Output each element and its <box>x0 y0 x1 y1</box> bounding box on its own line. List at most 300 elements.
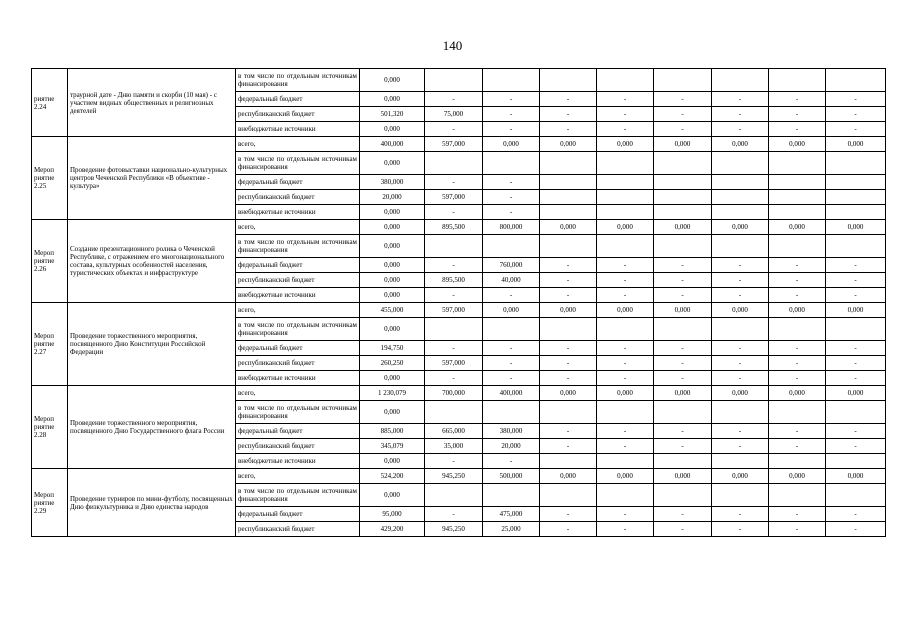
amount-cell: - <box>826 107 886 122</box>
amount-cell: - <box>483 341 540 356</box>
amount-cell <box>769 69 826 92</box>
amount-cell <box>826 152 886 175</box>
amount-cell: 20,000 <box>360 190 425 205</box>
amount-cell: 0,000 <box>360 273 425 288</box>
amount-cell: 0,000 <box>360 152 425 175</box>
amount-cell <box>712 175 769 190</box>
amount-cell: - <box>425 122 483 137</box>
funding-source-label: республиканский бюджет <box>236 439 360 454</box>
amount-cell: - <box>597 273 654 288</box>
funding-source-label: всего, <box>236 303 360 318</box>
amount-cell: 0,000 <box>483 303 540 318</box>
table-body <box>32 69 886 537</box>
amount-cell: 0,000 <box>712 303 769 318</box>
amount-cell: - <box>654 522 712 537</box>
amount-cell: 25,000 <box>483 522 540 537</box>
measure-id: Мероп риятие 2.26 <box>32 220 68 303</box>
amount-cell: - <box>597 522 654 537</box>
amount-cell <box>712 484 769 507</box>
amount-cell: - <box>654 273 712 288</box>
funding-source-label: всего, <box>236 220 360 235</box>
amount-cell: 700,000 <box>425 386 483 401</box>
amount-cell: - <box>597 288 654 303</box>
amount-cell: - <box>826 356 886 371</box>
amount-cell <box>769 190 826 205</box>
amount-cell: 0,000 <box>360 401 425 424</box>
amount-cell <box>425 401 483 424</box>
amount-cell: 345,079 <box>360 439 425 454</box>
amount-cell: - <box>540 522 597 537</box>
amount-cell: - <box>540 356 597 371</box>
amount-cell <box>597 190 654 205</box>
amount-cell <box>769 484 826 507</box>
amount-cell: 895,500 <box>425 273 483 288</box>
measure-name: Проведение фотовыставки национально-культурных центров Чеченской Республики «В объективе - культура» <box>68 137 236 220</box>
amount-cell: - <box>425 371 483 386</box>
measure-name: Проведение торжественного мероприятия, посвященного Дню Конституции Российской Федерации <box>68 303 236 386</box>
amount-cell <box>654 69 712 92</box>
amount-cell <box>769 235 826 258</box>
amount-cell <box>597 484 654 507</box>
amount-cell <box>712 454 769 469</box>
amount-cell: 75,000 <box>425 107 483 122</box>
amount-cell <box>654 318 712 341</box>
funding-source-label: в том числе по отдельным источникам финансирования <box>236 401 360 424</box>
amount-cell: - <box>712 288 769 303</box>
amount-cell: - <box>425 341 483 356</box>
amount-cell: 35,000 <box>425 439 483 454</box>
amount-cell <box>540 235 597 258</box>
amount-cell: 0,000 <box>826 469 886 484</box>
amount-cell <box>483 484 540 507</box>
amount-cell: 0,000 <box>769 469 826 484</box>
amount-cell: 0,000 <box>597 386 654 401</box>
amount-cell: - <box>597 92 654 107</box>
amount-cell <box>483 152 540 175</box>
amount-cell <box>712 401 769 424</box>
amount-cell: - <box>597 122 654 137</box>
amount-cell: 0,000 <box>826 220 886 235</box>
amount-cell: - <box>769 107 826 122</box>
amount-cell: - <box>483 205 540 220</box>
amount-cell <box>597 235 654 258</box>
amount-cell: 20,000 <box>483 439 540 454</box>
funding-source-label: внебюджетные источники <box>236 288 360 303</box>
amount-cell <box>597 69 654 92</box>
amount-cell: 0,000 <box>360 205 425 220</box>
funding-source-label: всего, <box>236 386 360 401</box>
amount-cell <box>483 69 540 92</box>
page-number: 140 <box>442 38 463 53</box>
amount-cell <box>769 175 826 190</box>
amount-cell: - <box>597 341 654 356</box>
amount-cell: - <box>769 439 826 454</box>
amount-cell: 0,000 <box>540 220 597 235</box>
amount-cell: - <box>540 122 597 137</box>
funding-source-label: в том числе по отдельным источникам финансирования <box>236 152 360 175</box>
amount-cell: - <box>712 507 769 522</box>
measure-id: Мероп риятие 2.29 <box>32 469 68 537</box>
amount-cell: 380,000 <box>360 175 425 190</box>
amount-cell: - <box>826 122 886 137</box>
amount-cell: - <box>483 190 540 205</box>
amount-cell: 885,000 <box>360 424 425 439</box>
amount-cell: - <box>597 371 654 386</box>
amount-cell: - <box>654 356 712 371</box>
amount-cell: - <box>712 92 769 107</box>
amount-cell: - <box>712 424 769 439</box>
funding-source-label: федеральный бюджет <box>236 424 360 439</box>
funding-source-label: внебюджетные источники <box>236 205 360 220</box>
amount-cell: 665,000 <box>425 424 483 439</box>
amount-cell: - <box>826 507 886 522</box>
amount-cell <box>483 401 540 424</box>
amount-cell <box>826 318 886 341</box>
funding-source-label: федеральный бюджет <box>236 341 360 356</box>
amount-cell: - <box>654 341 712 356</box>
funding-source-label: республиканский бюджет <box>236 522 360 537</box>
amount-cell: 194,750 <box>360 341 425 356</box>
amount-cell: - <box>769 341 826 356</box>
amount-cell: 895,500 <box>425 220 483 235</box>
amount-cell: - <box>826 341 886 356</box>
amount-cell: - <box>654 424 712 439</box>
amount-cell: 0,000 <box>360 484 425 507</box>
amount-cell: 0,000 <box>360 69 425 92</box>
amount-cell: 945,250 <box>425 469 483 484</box>
amount-cell: 597,000 <box>425 190 483 205</box>
amount-cell <box>826 175 886 190</box>
measure-id: риятие 2.24 <box>32 69 68 137</box>
amount-cell <box>654 152 712 175</box>
measure-id: Мероп риятие 2.25 <box>32 137 68 220</box>
amount-cell: 0,000 <box>654 386 712 401</box>
amount-cell: 95,000 <box>360 507 425 522</box>
amount-cell: - <box>597 424 654 439</box>
amount-cell: 0,000 <box>769 386 826 401</box>
amount-cell: 0,000 <box>483 137 540 152</box>
amount-cell: 597,000 <box>425 303 483 318</box>
amount-cell: 500,000 <box>483 469 540 484</box>
amount-cell: - <box>712 273 769 288</box>
amount-cell <box>826 401 886 424</box>
amount-cell: - <box>425 507 483 522</box>
amount-cell: 0,000 <box>712 137 769 152</box>
amount-cell: 0,000 <box>540 469 597 484</box>
table-row <box>32 386 886 401</box>
amount-cell <box>826 190 886 205</box>
table-row <box>32 303 886 318</box>
amount-cell: 0,000 <box>712 220 769 235</box>
amount-cell <box>712 318 769 341</box>
amount-cell <box>540 318 597 341</box>
amount-cell: - <box>483 175 540 190</box>
amount-cell: - <box>483 356 540 371</box>
funding-source-label: федеральный бюджет <box>236 92 360 107</box>
amount-cell: - <box>483 371 540 386</box>
amount-cell: - <box>425 454 483 469</box>
amount-cell: - <box>769 507 826 522</box>
amount-cell: 0,000 <box>712 386 769 401</box>
amount-cell: - <box>540 507 597 522</box>
amount-cell: 0,000 <box>769 220 826 235</box>
amount-cell <box>597 318 654 341</box>
funding-source-label: федеральный бюджет <box>236 175 360 190</box>
amount-cell <box>425 484 483 507</box>
amount-cell <box>597 175 654 190</box>
amount-cell <box>540 190 597 205</box>
amount-cell: 0,000 <box>654 220 712 235</box>
amount-cell: 40,000 <box>483 273 540 288</box>
amount-cell: - <box>769 356 826 371</box>
funding-source-label: республиканский бюджет <box>236 107 360 122</box>
amount-cell: 501,320 <box>360 107 425 122</box>
amount-cell <box>654 205 712 220</box>
amount-cell <box>712 205 769 220</box>
measure-id: Мероп риятие 2.27 <box>32 303 68 386</box>
amount-cell: - <box>826 424 886 439</box>
funding-source-label: всего, <box>236 469 360 484</box>
amount-cell: - <box>826 371 886 386</box>
budget-table <box>31 68 886 537</box>
table-row <box>32 469 886 484</box>
amount-cell: - <box>826 258 886 273</box>
amount-cell <box>712 235 769 258</box>
amount-cell: - <box>712 522 769 537</box>
amount-cell: - <box>826 273 886 288</box>
amount-cell: - <box>769 258 826 273</box>
amount-cell <box>483 235 540 258</box>
amount-cell: 760,000 <box>483 258 540 273</box>
amount-cell: - <box>826 522 886 537</box>
funding-source-label: в том числе по отдельным источникам финансирования <box>236 318 360 341</box>
amount-cell: 429,200 <box>360 522 425 537</box>
amount-cell: - <box>425 205 483 220</box>
amount-cell: 0,000 <box>769 303 826 318</box>
amount-cell <box>425 318 483 341</box>
amount-cell: - <box>540 371 597 386</box>
amount-cell <box>540 152 597 175</box>
amount-cell: 0,000 <box>360 371 425 386</box>
amount-cell <box>712 69 769 92</box>
amount-cell: - <box>540 258 597 273</box>
amount-cell <box>769 152 826 175</box>
amount-cell: - <box>483 122 540 137</box>
amount-cell <box>597 401 654 424</box>
amount-cell: - <box>425 258 483 273</box>
amount-cell <box>826 205 886 220</box>
amount-cell: - <box>712 107 769 122</box>
amount-cell: 455,000 <box>360 303 425 318</box>
amount-cell: - <box>712 341 769 356</box>
amount-cell: 0,000 <box>769 137 826 152</box>
amount-cell: - <box>769 288 826 303</box>
amount-cell: - <box>597 258 654 273</box>
amount-cell <box>654 401 712 424</box>
amount-cell: - <box>597 507 654 522</box>
amount-cell: 0,000 <box>540 386 597 401</box>
amount-cell <box>540 484 597 507</box>
amount-cell <box>826 484 886 507</box>
amount-cell: - <box>483 92 540 107</box>
amount-cell: - <box>597 439 654 454</box>
amount-cell: 400,000 <box>483 386 540 401</box>
amount-cell: - <box>597 356 654 371</box>
amount-cell: 400,000 <box>360 137 425 152</box>
amount-cell: 0,000 <box>826 386 886 401</box>
amount-cell: - <box>712 371 769 386</box>
funding-source-label: республиканский бюджет <box>236 190 360 205</box>
amount-cell: - <box>425 288 483 303</box>
amount-cell <box>654 454 712 469</box>
amount-cell: 0,000 <box>826 303 886 318</box>
amount-cell: - <box>826 439 886 454</box>
amount-cell: - <box>769 92 826 107</box>
amount-cell: - <box>654 371 712 386</box>
amount-cell: - <box>597 107 654 122</box>
amount-cell <box>826 454 886 469</box>
amount-cell: 0,000 <box>654 469 712 484</box>
amount-cell: - <box>540 107 597 122</box>
amount-cell: 597,000 <box>425 356 483 371</box>
amount-cell <box>654 190 712 205</box>
amount-cell <box>769 401 826 424</box>
measure-id: Мероп риятие 2.28 <box>32 386 68 469</box>
funding-source-label: федеральный бюджет <box>236 258 360 273</box>
measure-name: Создание презентационного ролика о Чеченской Республике, с отражением его многонационального состава, культурных особенностей населения, туристических объектах и инфраструктуре <box>68 220 236 303</box>
amount-cell: - <box>425 92 483 107</box>
amount-cell: - <box>654 122 712 137</box>
funding-source-label: всего, <box>236 137 360 152</box>
funding-source-label: внебюджетные источники <box>236 454 360 469</box>
amount-cell: - <box>712 356 769 371</box>
amount-cell: - <box>712 439 769 454</box>
funding-source-label: в том числе по отдельным источникам финансирования <box>236 484 360 507</box>
amount-cell: 800,000 <box>483 220 540 235</box>
measure-name: Проведение турниров по мини-футболу, посвященных Дню физкультурника и Дню единства народов <box>68 469 236 537</box>
amount-cell <box>712 152 769 175</box>
measure-name: Проведение торжественного мероприятия, посвященного Дню Государственного флага России <box>68 386 236 469</box>
amount-cell <box>826 235 886 258</box>
amount-cell: 0,000 <box>597 303 654 318</box>
amount-cell: 0,000 <box>826 137 886 152</box>
amount-cell: 0,000 <box>360 122 425 137</box>
funding-source-label: в том числе по отдельным источникам финансирования <box>236 69 360 92</box>
amount-cell: - <box>769 522 826 537</box>
amount-cell: - <box>483 288 540 303</box>
amount-cell: - <box>540 439 597 454</box>
amount-cell <box>483 318 540 341</box>
amount-cell: 0,000 <box>360 258 425 273</box>
amount-cell: - <box>712 122 769 137</box>
amount-cell <box>540 401 597 424</box>
amount-cell: 0,000 <box>540 137 597 152</box>
funding-source-label: внебюджетные источники <box>236 122 360 137</box>
funding-source-label: республиканский бюджет <box>236 356 360 371</box>
amount-cell <box>540 175 597 190</box>
amount-cell: - <box>826 288 886 303</box>
amount-cell: - <box>654 258 712 273</box>
funding-source-label: внебюджетные источники <box>236 371 360 386</box>
amount-cell: 0,000 <box>597 220 654 235</box>
amount-cell <box>540 69 597 92</box>
amount-cell: - <box>540 92 597 107</box>
amount-cell: - <box>712 258 769 273</box>
amount-cell: - <box>769 371 826 386</box>
table-row <box>32 137 886 152</box>
table-row <box>32 69 886 92</box>
amount-cell <box>425 69 483 92</box>
amount-cell <box>540 454 597 469</box>
amount-cell: - <box>540 273 597 288</box>
amount-cell: - <box>425 175 483 190</box>
amount-cell <box>769 454 826 469</box>
amount-cell: 0,000 <box>360 235 425 258</box>
amount-cell <box>597 454 654 469</box>
measure-name: траурной дате - Дню памяти и скорби (10 мая) - с участием видных общественных и религиозных деятелей <box>68 69 236 137</box>
amount-cell <box>769 205 826 220</box>
amount-cell: 0,000 <box>540 303 597 318</box>
table-row <box>32 220 886 235</box>
amount-cell: 0,000 <box>360 318 425 341</box>
amount-cell: 380,000 <box>483 424 540 439</box>
amount-cell: - <box>654 92 712 107</box>
amount-cell <box>597 152 654 175</box>
amount-cell <box>654 235 712 258</box>
amount-cell: - <box>483 107 540 122</box>
amount-cell <box>425 235 483 258</box>
amount-cell <box>597 205 654 220</box>
amount-cell <box>712 190 769 205</box>
amount-cell <box>826 69 886 92</box>
amount-cell: 945,250 <box>425 522 483 537</box>
amount-cell: - <box>769 122 826 137</box>
amount-cell: - <box>769 273 826 288</box>
amount-cell: - <box>540 424 597 439</box>
amount-cell <box>654 175 712 190</box>
amount-cell: 0,000 <box>712 469 769 484</box>
amount-cell: - <box>769 424 826 439</box>
amount-cell: - <box>654 439 712 454</box>
amount-cell: - <box>654 288 712 303</box>
amount-cell: 0,000 <box>360 220 425 235</box>
amount-cell: 0,000 <box>360 454 425 469</box>
amount-cell: 0,000 <box>654 303 712 318</box>
amount-cell: 0,000 <box>360 92 425 107</box>
funding-source-label: федеральный бюджет <box>236 507 360 522</box>
funding-source-label: в том числе по отдельным источникам финансирования <box>236 235 360 258</box>
amount-cell: 260,250 <box>360 356 425 371</box>
amount-cell: 0,000 <box>654 137 712 152</box>
amount-cell: 0,000 <box>597 137 654 152</box>
amount-cell: 475,000 <box>483 507 540 522</box>
amount-cell: - <box>483 454 540 469</box>
amount-cell: - <box>654 107 712 122</box>
amount-cell <box>769 318 826 341</box>
amount-cell: 524,200 <box>360 469 425 484</box>
amount-cell: 597,000 <box>425 137 483 152</box>
amount-cell: 1 230,079 <box>360 386 425 401</box>
amount-cell <box>540 205 597 220</box>
amount-cell: - <box>654 507 712 522</box>
amount-cell: 0,000 <box>360 288 425 303</box>
amount-cell: - <box>826 92 886 107</box>
amount-cell <box>654 484 712 507</box>
funding-source-label: республиканский бюджет <box>236 273 360 288</box>
amount-cell: - <box>540 288 597 303</box>
amount-cell <box>425 152 483 175</box>
amount-cell: 0,000 <box>597 469 654 484</box>
